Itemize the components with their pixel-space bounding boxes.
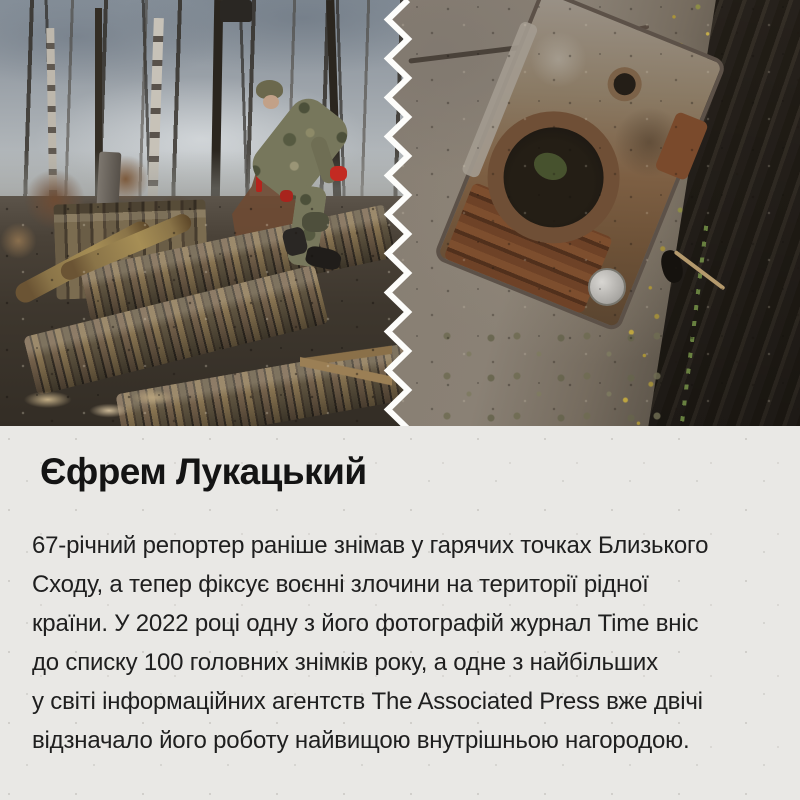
caption-text xyxy=(32,526,800,760)
photo-destroyed-tank-aerial xyxy=(380,0,800,426)
caption-line: 67-річний репортер раніше знімав у гарячих точках Близького xyxy=(32,531,709,559)
caption-panel xyxy=(0,426,800,800)
page-title: Єфрем Лукацький xyxy=(40,451,367,492)
caption-line: до списку 100 головних знімків року, а одне з найбільших xyxy=(32,648,658,676)
soldier-face xyxy=(263,95,279,109)
soil-texture xyxy=(380,0,800,426)
caption-line: країни. У 2022 році одну з його фотографій журнал Time вніс xyxy=(32,609,699,637)
ground-texture xyxy=(0,200,420,426)
watchtower-platform xyxy=(220,0,252,22)
caption-line: Сходу, а тепер фіксує воєнні злочини на території рідної xyxy=(32,570,649,598)
caption-line: відзначало його роботу найвищою внутрішньою нагородою. xyxy=(32,726,690,754)
red-glove xyxy=(330,166,347,181)
caption-line: у світі інформаційних агентств The Associated Press вже двічі xyxy=(32,687,703,715)
photo-battlefield-ammunition xyxy=(0,0,420,426)
